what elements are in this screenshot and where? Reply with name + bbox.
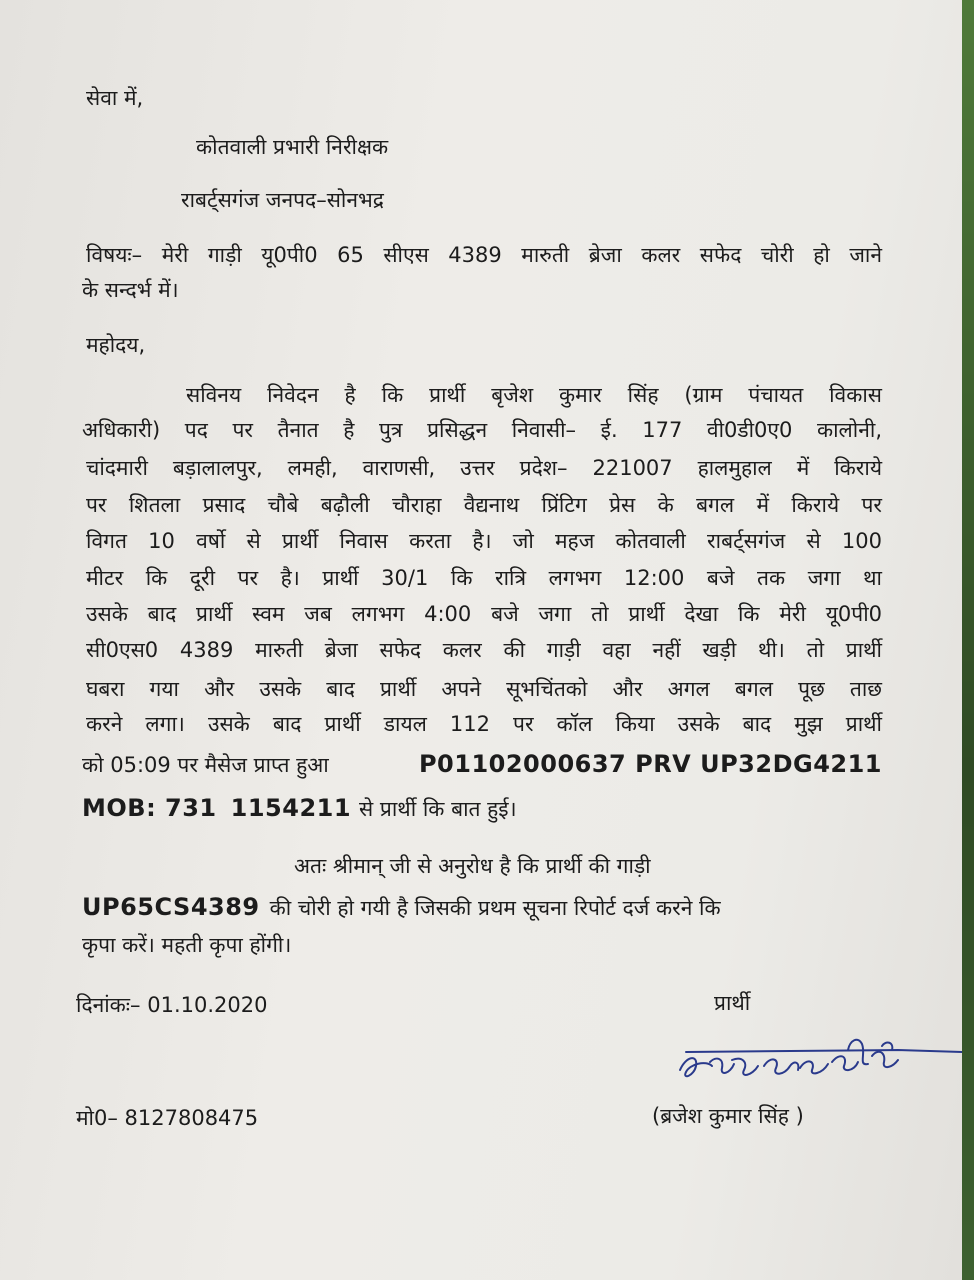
request-line-2 xyxy=(82,895,721,919)
body-message-line xyxy=(82,752,882,776)
subject-line-2: के सन्दर्भ में। xyxy=(82,278,179,302)
mobile-ref: MOB: 731 xyxy=(82,794,217,822)
body-line: सविनय निवेदन है कि प्रार्थी बृजेश कुमार सिंह (ग्राम पंचायत विकास xyxy=(186,383,882,407)
body-mobile-line xyxy=(82,796,517,820)
body-line: उसके बाद प्रार्थी स्वम जब लगभग 4:00 बजे जगा तो प्रार्थी देखा कि मेरी यू0पी0 xyxy=(86,602,882,626)
letter-date: दिनांकः– 01.10.2020 xyxy=(76,993,268,1017)
body-line: मीटर कि दूरी पर है। प्रार्थी 30/1 कि रात्रि लगभग 12:00 बजे तक जगा था xyxy=(86,566,882,590)
request-line-2-text: की चोरी हो गयी है जिसकी प्रथम सूचना रिपोर्ट दर्ज करने कि xyxy=(269,896,721,920)
message-prefix: को 05:09 पर मैसेज प्राप्त हुआ xyxy=(82,753,329,777)
body-line: विगत 10 वर्षो से प्रार्थी निवास करता है। जो महज कोतवाली राबर्ट्सगंज से 100 xyxy=(86,529,882,553)
salutation-to: सेवा में, xyxy=(86,86,144,110)
body-line: अधिकारी) पद पर तैनात है पुत्र प्रसिद्धन निवासी– ई. 177 वी0डी0ए0 कालोनी, xyxy=(82,418,882,442)
background-edge xyxy=(962,0,974,1280)
body-line: पर शितला प्रसाद चौबे बढ़ौली चौराहा वैद्यनाथ प्रिंटिग प्रेस के बगल में किराये पर xyxy=(86,493,882,517)
request-line-3: कृपा करें। महती कृपा होंगी। xyxy=(82,933,292,957)
greeting: महोदय, xyxy=(86,333,146,357)
applicant-name: (ब्रजेश कुमार सिंह ) xyxy=(652,1104,804,1128)
body-line: करने लगा। उसके बाद प्रार्थी डायल 112 पर कॉल किया उसके बाद मुझ प्रार्थी xyxy=(86,712,882,736)
applicant-mobile: मो0– 8127808475 xyxy=(76,1106,259,1130)
body-line: सी0एस0 4389 मारुती ब्रेजा सफेद कलर की गाड़ी वहा नहीं खड़ी थी। तो प्रार्थी xyxy=(86,638,882,662)
applicant-label: प्रार्थी xyxy=(714,991,751,1015)
body-line: चांदमारी बड़ालालपुर, लमही, वाराणसी, उत्तर प्रदेश– 221007 हालमुहाल में किराये xyxy=(86,456,882,480)
mobile-ref-rest: 1154211 xyxy=(230,794,352,822)
body-line: घबरा गया और उसके बाद प्रार्थी अपने सूभचिंतको और अगल बगल पूछ ताछ xyxy=(86,677,882,701)
mobile-ref-suffix: से प्रार्थी कि बात हुई। xyxy=(359,797,517,821)
subject-line-1: विषयः– मेरी गाड़ी यू0पी0 65 सीएस 4389 मारुती ब्रेजा कलर सफेद चोरी हो जाने xyxy=(86,243,882,267)
message-code: P01102000637 PRV UP32DG4211 xyxy=(418,750,882,778)
addressee-location: राबर्ट्सगंज जनपद–सोनभद्र xyxy=(181,188,384,212)
applicant-signature xyxy=(672,1026,962,1096)
request-line-1: अतः श्रीमान् जी से अनुरोध है कि प्रार्थी की गाड़ी xyxy=(294,854,651,878)
vehicle-plate: UP65CS4389 xyxy=(82,893,260,921)
addressee-designation: कोतवाली प्रभारी निरीक्षक xyxy=(196,135,389,159)
